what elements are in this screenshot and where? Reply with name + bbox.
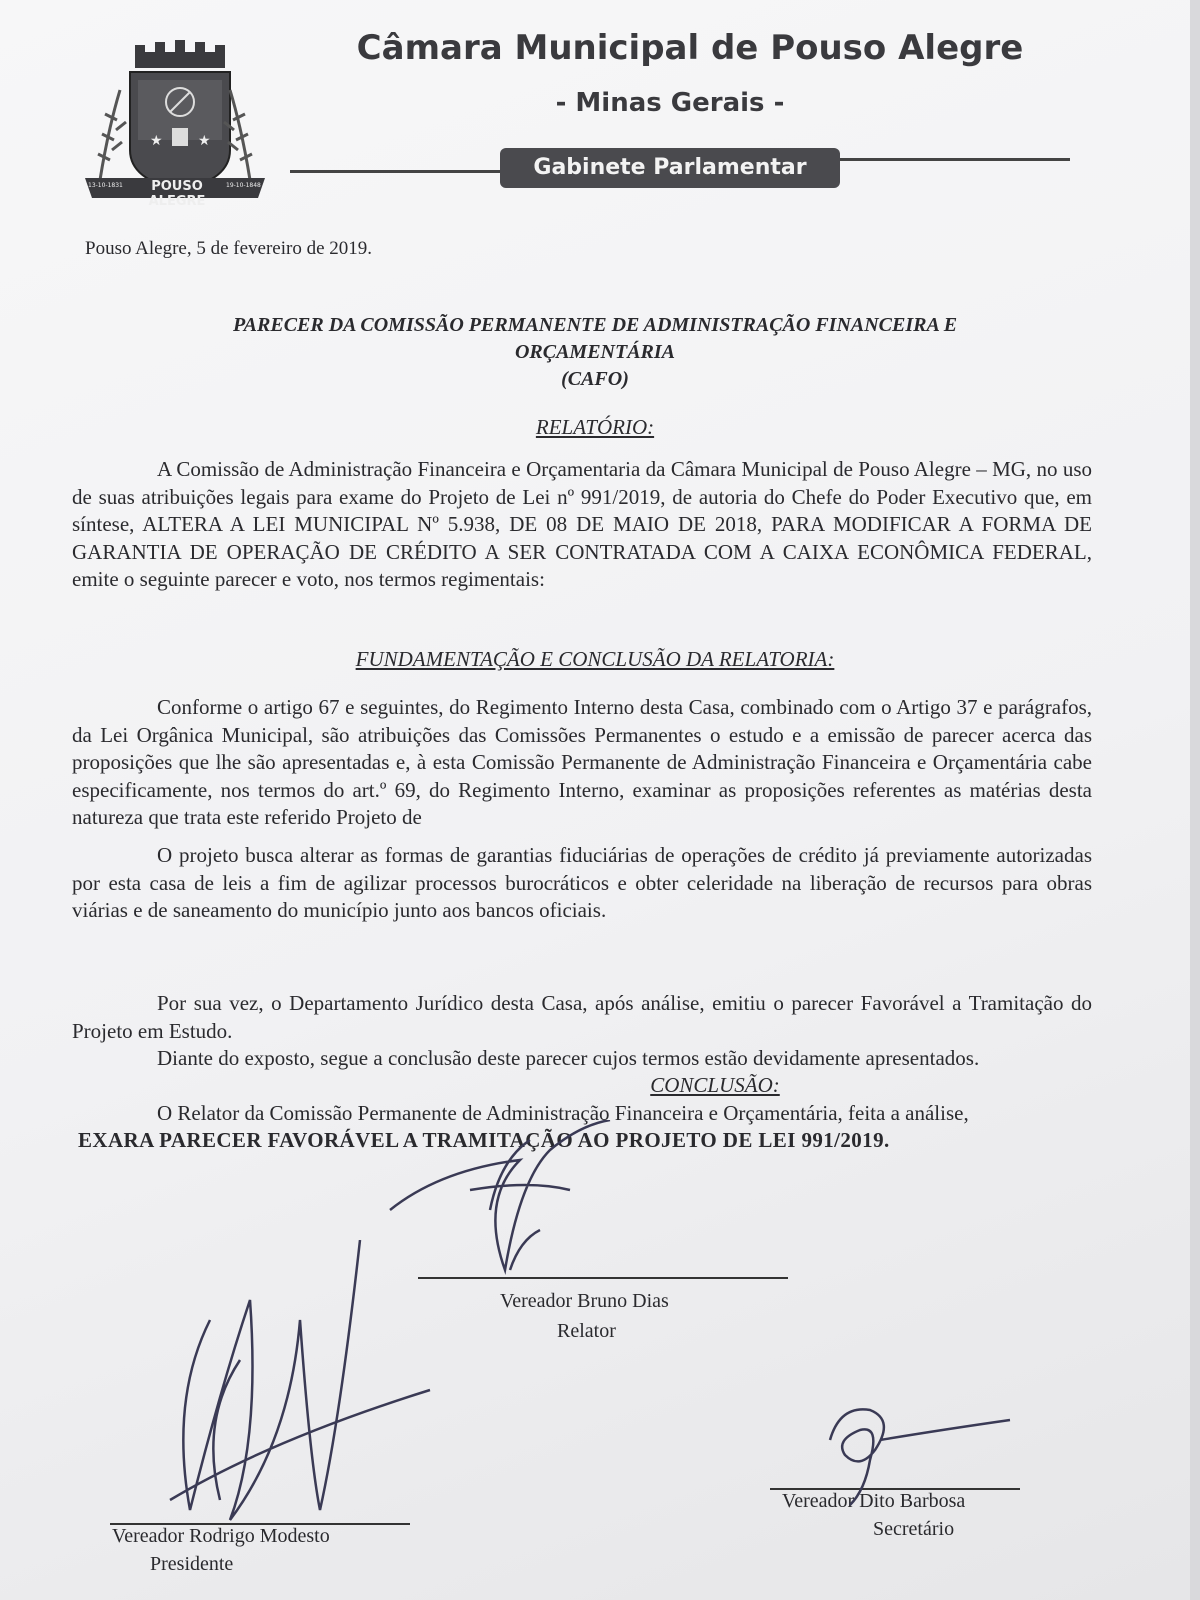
fundamentacao-paragraph-1 (72, 694, 1092, 832)
relator-role: Relator (557, 1320, 616, 1342)
page-edge-strip (1190, 0, 1200, 1600)
svg-text:★: ★ (198, 133, 211, 149)
fundamentacao-p1-text: Conforme o artigo 67 e seguintes, do Regimento Interno desta Casa, combinado com o Artigo 37 e parágrafos, da Lei Orgânica Municipal, são atribuições das Comissões Permanentes o estudo e a emissão de parecer acerca das proposições que lhe são apresentadas e, à esta Comissão Permanente de Administração Financeira e Orçamentária cabe especificamente, nos termos do art.º 69, do Regimento Interno, examinar as proposições referentes as matérias desta natureza que trata este referido Projeto de (72, 695, 1092, 829)
relator-name: Vereador Bruno Dias (500, 1290, 669, 1312)
fundamentacao-paragraph-4 (72, 1045, 1092, 1073)
report-title-line1: PARECER DA COMISSÃO PERMANENTE DE ADMINISTRAÇÃO FINANCEIRA E (232, 314, 958, 336)
relatorio-text-tail: , emite o seguinte parecer e voto, nos termos regimentais: (72, 539, 1092, 591)
crest-ribbon-text: POUSO ALEGRE (148, 179, 206, 209)
presidente-signature-icon (150, 1240, 450, 1540)
secretario-name: Vereador Dito Barbosa (782, 1490, 966, 1512)
relatorio-heading: RELATÓRIO: (535, 415, 655, 439)
report-title-line3: (CAFO) (561, 368, 629, 390)
header-divider-left (290, 170, 500, 173)
crest-date-right: 19-10-1848 (226, 182, 261, 189)
presidente-name: Vereador Rodrigo Modesto (112, 1525, 330, 1547)
presidente-role: Presidente (150, 1553, 234, 1575)
secretario-role: Secretário (873, 1518, 955, 1540)
fundamentacao-paragraph-3 (72, 990, 1092, 1045)
conclusao-text: O Relator da Comissão Permanente de Administração Financeira e Orçamentária, feita a análise, (157, 1101, 969, 1125)
relatorio-paragraph (72, 456, 1092, 594)
state-subtitle: - Minas Gerais - (555, 88, 785, 118)
relatorio-text-lead: A Comissão de Administração Financeira e Orçamentaria da Câmara Municipal de Pouso Alegre – MG, no uso de suas atribuições legais para exame do Projeto de Lei nº 991/2019, de autoria do Chefe do Poder Executivo que, em síntese, (72, 457, 1092, 536)
department-badge: Gabinete Parlamentar (500, 148, 840, 188)
secretario-signature-icon (820, 1400, 1020, 1510)
relatorio-text-caps: ALTERA A LEI MUNICIPAL Nº 5.938, DE 08 DE MAIO DE 2018, PARA MODIFICAR A FORMA DE GARANTIA DE OPERAÇÃO DE CRÉDITO A SER CONTRATADA COM A CAIXA ECONÔMICA FEDERAL (72, 512, 1093, 564)
crest-date-left: 13-10-1831 (88, 182, 123, 189)
svg-text:★: ★ (150, 133, 163, 149)
date-line: Pouso Alegre, 5 de fevereiro de 2019. (85, 238, 373, 259)
header-divider-right (840, 158, 1070, 161)
fundamentacao-p4-text: Diante do exposto, segue a conclusão deste parecer cujos termos estão devidamente apresentados. (157, 1046, 980, 1070)
report-title-line2: ORÇAMENTÁRIA (514, 341, 676, 363)
fundamentacao-heading: FUNDAMENTAÇÃO E CONCLUSÃO DA RELATORIA: (355, 647, 835, 671)
chamber-title: Câmara Municipal de Pouso Alegre (356, 28, 1024, 68)
conclusao-bold: EXARA PARECER FAVORÁVEL A TRAMITAÇÃO AO PROJETO DE LEI 991/2019. (78, 1128, 890, 1152)
fundamentacao-paragraph-2 (72, 842, 1092, 925)
fundamentacao-p3-text: Por sua vez, o Departamento Jurídico desta Casa, após análise, emitiu o parecer Favorável a Tramitação do Projeto em Estudo. (72, 991, 1092, 1043)
fundamentacao-p2-text: O projeto busca alterar as formas de garantias fiduciárias de operações de crédito já previamente autorizadas por esta casa de leis a fim de agilizar processos burocráticos e obter celeridade na liberação de recursos para obras viárias e de saneamento do município junto aos bancos oficiais. (72, 843, 1092, 922)
conclusao-heading: CONCLUSÃO: (650, 1073, 780, 1097)
